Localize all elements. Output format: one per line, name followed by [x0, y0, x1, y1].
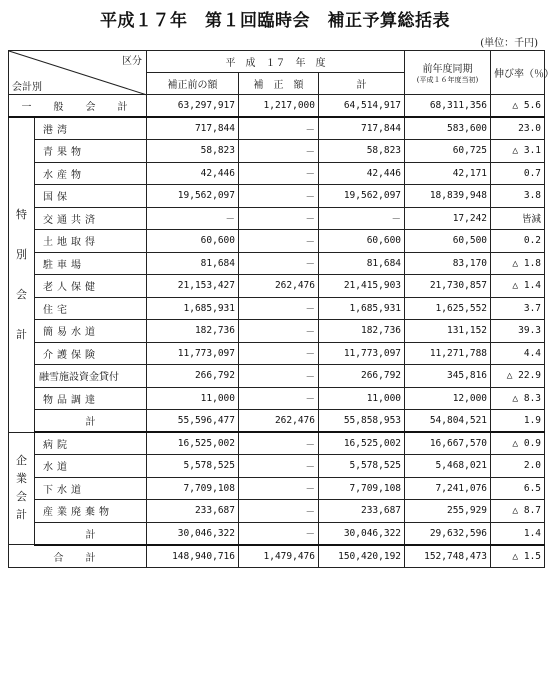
before-header: 補正前の額 [147, 73, 239, 95]
row-label: 土地取得 [35, 230, 147, 253]
amount-cell: － [239, 500, 319, 523]
row-label: 介護保険 [35, 342, 147, 365]
amount-cell: － [239, 252, 319, 275]
row-label: 国保 [35, 185, 147, 208]
prev-year-sublabel: (平成１６年度当初) [416, 76, 479, 84]
row-label: 港湾 [35, 117, 147, 140]
total-cell: 150,420,192 [319, 545, 405, 568]
table-body [9, 95, 545, 568]
amount-cell: 1,217,000 [239, 95, 319, 118]
enterprise_group-char: 計 [16, 508, 27, 522]
growth-cell: △ 22.9 [491, 365, 545, 388]
row-label: 駐車場 [35, 252, 147, 275]
table-row [9, 500, 545, 523]
table-row [9, 342, 545, 365]
total-cell: 7,709,108 [319, 477, 405, 500]
special-total-row [9, 410, 545, 433]
growth-cell: 皆減 [491, 207, 545, 230]
growth-cell: △ 3.1 [491, 140, 545, 163]
prev-cell: 17,242 [405, 207, 491, 230]
before-cell: 60,600 [147, 230, 239, 253]
before-cell: 63,297,917 [147, 95, 239, 118]
prev-cell: 152,748,473 [405, 545, 491, 568]
total-cell: 60,600 [319, 230, 405, 253]
growth-cell: △ 1.8 [491, 252, 545, 275]
row-label: 水道 [35, 455, 147, 478]
amount-cell: － [239, 185, 319, 208]
growth-cell: 3.8 [491, 185, 545, 208]
enterprise-total-row [9, 522, 545, 545]
table-row [9, 230, 545, 253]
total-cell: 19,562,097 [319, 185, 405, 208]
growth-cell: 39.3 [491, 320, 545, 343]
unit-note: (単位：千円) [480, 38, 538, 49]
general-account-row [9, 95, 545, 118]
prev-cell: 60,500 [405, 230, 491, 253]
total-cell: 21,415,903 [319, 275, 405, 298]
prev-cell: 68,311,356 [405, 95, 491, 118]
prev-cell: 131,152 [405, 320, 491, 343]
amount-cell: 1,479,476 [239, 545, 319, 568]
row-label: 交通共済 [35, 207, 147, 230]
row-label: 下水道 [35, 477, 147, 500]
prev-cell: 29,632,596 [405, 522, 491, 545]
total-cell: 233,687 [319, 500, 405, 523]
special_group-label [9, 117, 35, 432]
amount-cell: － [239, 297, 319, 320]
row-label: 物品調達 [35, 387, 147, 410]
page-title: 平成１７年 第１回臨時会 補正予算総括表 [100, 11, 450, 31]
total-cell: 11,000 [319, 387, 405, 410]
amount-cell: － [239, 342, 319, 365]
before-cell: 1,685,931 [147, 297, 239, 320]
before-cell: 55,596,477 [147, 410, 239, 433]
special_group-char: 計 [16, 327, 27, 341]
amount-cell: － [239, 140, 319, 163]
special_group-char: 特 [16, 207, 27, 221]
budget-summary-table [8, 50, 554, 568]
table-row [9, 365, 545, 388]
total-cell: － [319, 207, 405, 230]
total-cell: 64,514,917 [319, 95, 405, 118]
before-cell: 11,773,097 [147, 342, 239, 365]
growth-cell: 1.4 [491, 522, 545, 545]
growth-header: 伸び率（％） [491, 51, 545, 95]
total-header: 計 [319, 73, 405, 95]
special_group-char: 会 [16, 287, 27, 301]
before-cell: 7,709,108 [147, 477, 239, 500]
table-row [9, 117, 545, 140]
before-cell: 266,792 [147, 365, 239, 388]
table-row [9, 252, 545, 275]
prev-cell: 345,816 [405, 365, 491, 388]
special_group-char: 別 [16, 247, 27, 261]
growth-cell: 6.5 [491, 477, 545, 500]
amount-cell: 262,476 [239, 275, 319, 298]
amount-cell: 262,476 [239, 410, 319, 433]
prev-cell: 54,804,521 [405, 410, 491, 433]
table-row [9, 320, 545, 343]
total-cell: 16,525,002 [319, 432, 405, 455]
growth-cell: △ 8.3 [491, 387, 545, 410]
prev-cell: 21,730,857 [405, 275, 491, 298]
fiscal-year-header: 平 成 １７ 年 度 [147, 51, 405, 73]
prev-cell: 12,000 [405, 387, 491, 410]
growth-cell: 3.7 [491, 297, 545, 320]
growth-cell: △ 1.4 [491, 275, 545, 298]
before-cell: 81,684 [147, 252, 239, 275]
amount-cell: － [239, 162, 319, 185]
row-label: 老人保健 [35, 275, 147, 298]
amount-cell: － [239, 387, 319, 410]
before-cell: 21,153,427 [147, 275, 239, 298]
total-cell: 58,823 [319, 140, 405, 163]
enterprise_group-label [9, 432, 35, 545]
prev-cell: 1,625,552 [405, 297, 491, 320]
total-cell: 30,046,322 [319, 522, 405, 545]
kaikei-label: 会計別 [12, 82, 42, 93]
table-row [9, 432, 545, 455]
before-cell: 148,940,716 [147, 545, 239, 568]
before-cell: 5,578,525 [147, 455, 239, 478]
amount-cell: － [239, 477, 319, 500]
enterprise_group-char: 企 [16, 454, 27, 468]
total-cell: 11,773,097 [319, 342, 405, 365]
row-label: 一 般 会 計 [9, 95, 147, 118]
enterprise_group-char: 会 [16, 490, 27, 504]
before-cell: 16,525,002 [147, 432, 239, 455]
growth-cell: 4.4 [491, 342, 545, 365]
prev-cell: 60,725 [405, 140, 491, 163]
before-cell: 42,446 [147, 162, 239, 185]
amount-cell: － [239, 207, 319, 230]
table-row [9, 477, 545, 500]
growth-cell: △ 0.9 [491, 432, 545, 455]
prev-year-header [405, 51, 491, 95]
row-label: 簡易水道 [35, 320, 147, 343]
growth-cell: △ 1.5 [491, 545, 545, 568]
prev-cell: 18,839,948 [405, 185, 491, 208]
amount-cell: － [239, 432, 319, 455]
table-row [9, 140, 545, 163]
prev-cell: 11,271,788 [405, 342, 491, 365]
growth-cell: 0.7 [491, 162, 545, 185]
amount-cell: － [239, 117, 319, 140]
amount-header: 補 正 額 [239, 73, 319, 95]
total-cell: 42,446 [319, 162, 405, 185]
table-row [9, 185, 545, 208]
row-label: 計 [35, 522, 147, 545]
total-cell: 717,844 [319, 117, 405, 140]
before-cell: 233,687 [147, 500, 239, 523]
row-label: 計 [35, 410, 147, 433]
total-cell: 55,858,953 [319, 410, 405, 433]
kubun-label: 区分 [122, 56, 142, 67]
growth-cell: 0.2 [491, 230, 545, 253]
prev-cell: 83,170 [405, 252, 491, 275]
table-row [9, 275, 545, 298]
amount-cell: － [239, 320, 319, 343]
growth-cell: △ 8.7 [491, 500, 545, 523]
row-label: 産業廃棄物 [35, 500, 147, 523]
total-cell: 5,578,525 [319, 455, 405, 478]
row-label: 病院 [35, 432, 147, 455]
before-cell: 30,046,322 [147, 522, 239, 545]
before-cell: 11,000 [147, 387, 239, 410]
row-label: 水産物 [35, 162, 147, 185]
amount-cell: － [239, 365, 319, 388]
grand-total-row [9, 545, 545, 568]
row-label: 合 計 [9, 545, 147, 568]
prev-cell: 255,929 [405, 500, 491, 523]
amount-cell: － [239, 522, 319, 545]
before-cell: 717,844 [147, 117, 239, 140]
amount-cell: － [239, 455, 319, 478]
before-cell: － [147, 207, 239, 230]
amount-cell: － [239, 230, 319, 253]
growth-cell: △ 5.6 [491, 95, 545, 118]
growth-cell: 23.0 [491, 117, 545, 140]
before-cell: 19,562,097 [147, 185, 239, 208]
row-label: 青果物 [35, 140, 147, 163]
category-header-cell [9, 51, 147, 95]
table-row [9, 162, 545, 185]
total-cell: 1,685,931 [319, 297, 405, 320]
prev-cell: 583,600 [405, 117, 491, 140]
table-row [9, 207, 545, 230]
total-cell: 81,684 [319, 252, 405, 275]
prev-cell: 7,241,076 [405, 477, 491, 500]
table-row [9, 455, 545, 478]
prev-cell: 42,171 [405, 162, 491, 185]
before-cell: 58,823 [147, 140, 239, 163]
table-row [9, 297, 545, 320]
enterprise_group-char: 業 [16, 472, 27, 486]
growth-cell: 2.0 [491, 455, 545, 478]
prev-year-label: 前年度同期 [422, 64, 473, 75]
prev-cell: 5,468,021 [405, 455, 491, 478]
before-cell: 182,736 [147, 320, 239, 343]
row-label: 融雪施設資金貸付 [35, 365, 147, 388]
table-row [9, 387, 545, 410]
prev-cell: 16,667,570 [405, 432, 491, 455]
total-cell: 266,792 [319, 365, 405, 388]
total-cell: 182,736 [319, 320, 405, 343]
growth-cell: 1.9 [491, 410, 545, 433]
row-label: 住宅 [35, 297, 147, 320]
